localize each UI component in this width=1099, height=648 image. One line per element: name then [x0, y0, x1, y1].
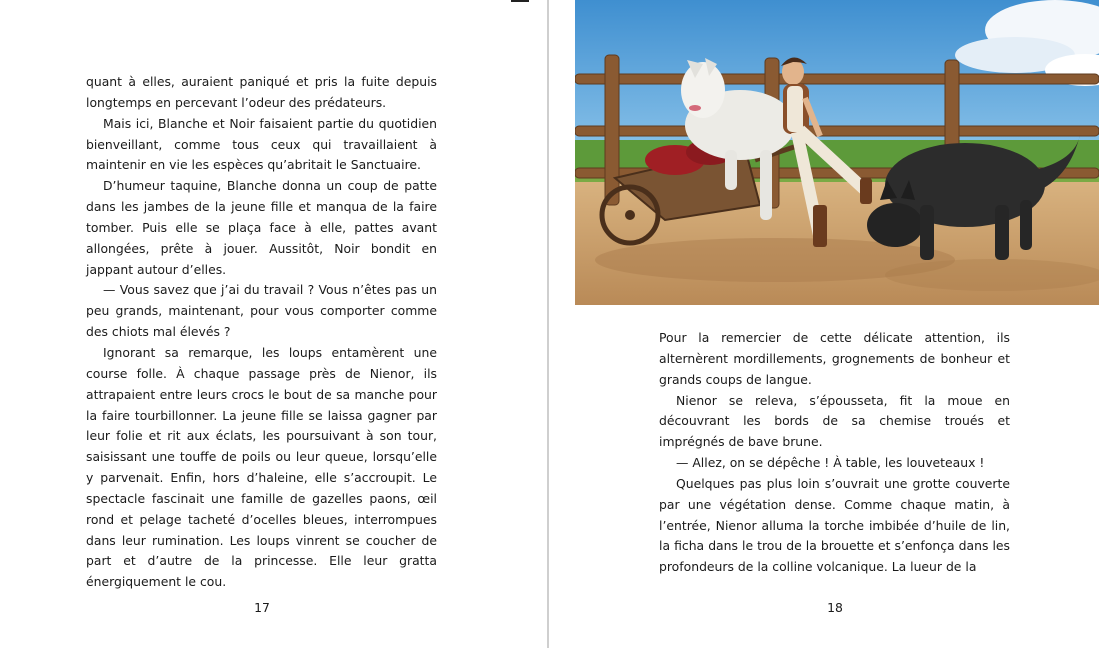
left-page [0, 0, 547, 648]
paragraph: Ignorant sa remarque, les loups entamèrent une course folle. À chaque passage près de Nienor, ils attrapaient entre leurs crocs le bout de sa manche pour la faire tourbillonner. La jeune fille se laissa gagner par leur folie et rit aux éclats, les poursuivant à son tour, saisissant une touffe de poils ou leur queue, lorsqu’elle y parvenait. Enfin, hors d’haleine, elle s’accroupit. Le spectacle fascinait une famille de gazelles paons, œil rond et pelage tacheté d’ocelles bleues, interrompues dans leur rumination. Les loups vinrent se coucher de part et d’autre de la princesse. Elle leur gratta énergiquement le cou. [86, 344, 437, 590]
paragraph: Nienor se releva, s’épousseta, fit la moue en découvrant les bords de sa chemise troués et imprégnés de bave brune. [659, 392, 1010, 450]
paragraph: — Allez, on se dépêche ! À table, les louveteaux ! [676, 455, 985, 471]
right-page [549, 0, 1099, 648]
paragraph: Pour la remercier de cette délicate attention, ils alternèrent mordillements, grognements de bonheur et grands coups de langue. [659, 330, 1010, 387]
paragraph: — Vous savez que j’ai du travail ? Vous n’êtes pas un peu grands, maintenant, pour vous comporter comme des chiots mal élevés ? [86, 282, 437, 340]
paragraph: Quelques pas plus loin s’ouvrait une grotte couverte par une végétation dense. Comme chaque matin, à l’entrée, Nienor alluma la torche imbibée d’huile de lin, la ficha dans le trou de la brouette et s’enfonça dans les profondeurs de la colline volcanique. La lueur de la [659, 475, 1010, 575]
left-page-text [86, 72, 437, 593]
page-number: 18 [827, 600, 843, 615]
paragraph: Mais ici, Blanche et Noir faisaient partie du quotidien bienveillant, comme tous ceux qui travaillaient à maintenir en vie les espèces qu’abritait le Sanctuaire. [86, 115, 437, 173]
page-number: 17 [254, 600, 270, 615]
right-page-text [659, 328, 1010, 578]
crop-mark [511, 0, 529, 2]
illustration-wolves-wheelbarrow-icon [575, 0, 1099, 305]
paragraph: D’humeur taquine, Blanche donna un coup de patte dans les jambes de la jeune fille et manqua de la faire tomber. Puis elle se plaça face à elle, pattes avant allongées, prête à jouer. Aussitôt, Noir bondit en jappant autour d’elles. [86, 178, 437, 277]
paragraph: quant à elles, auraient paniqué et pris la fuite depuis longtemps en percevant l’odeur des prédateurs. [86, 74, 437, 110]
